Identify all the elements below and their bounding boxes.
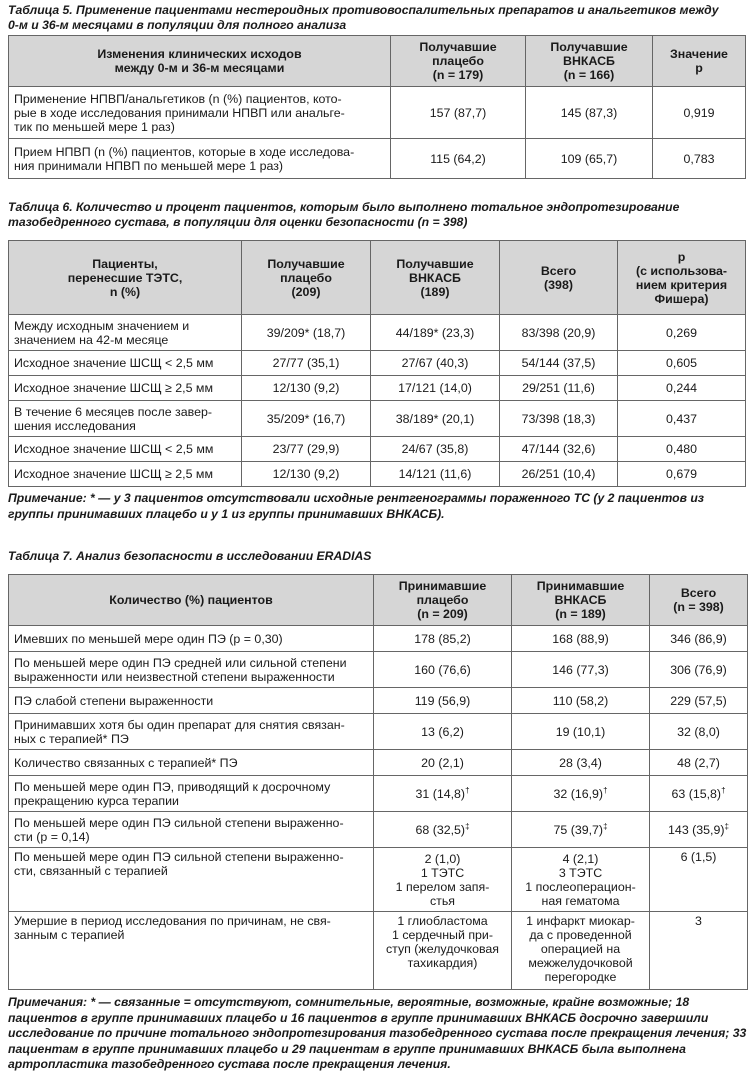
- table-cell: 24/67 (35,8): [371, 437, 500, 462]
- table-cell: 83/398 (20,9): [500, 315, 618, 351]
- table-cell: 14/121 (11,6): [371, 462, 500, 487]
- row-label: По меньшей мере один ПЭ, приводящий к досрочному прекращению курса терапии: [9, 776, 374, 812]
- table7: [8, 574, 748, 990]
- footnote-marker: ‡: [603, 821, 608, 831]
- table-cell: 0,605: [618, 351, 746, 376]
- table-row: [9, 652, 748, 688]
- table7-header-row: [9, 575, 748, 626]
- table-cell: 160 (76,6): [374, 652, 512, 688]
- table-cell: 306 (76,9): [650, 652, 748, 688]
- table-row: [9, 688, 748, 714]
- table-row: [9, 139, 746, 179]
- table-cell: 19 (10,1): [512, 714, 650, 750]
- footnote-marker: †: [721, 785, 726, 795]
- table-cell: 168 (88,9): [512, 626, 650, 652]
- note-text: * — у 3 пациентов отсутствовали исходные рентгенограммы пораженного ТС (у 2 пациентов из группы принимавших плацебо и у 1 из группы принимавших ВНКАСБ).: [8, 491, 704, 521]
- table-row: [9, 401, 746, 437]
- column-header: Всего (398): [500, 241, 618, 315]
- table5: [8, 35, 746, 179]
- table6-note: [8, 491, 748, 522]
- table-row: [9, 848, 748, 912]
- table-cell: 38/189* (20,1): [371, 401, 500, 437]
- row-label: Между исходным значением и значением на 42-м месяце: [9, 315, 242, 351]
- table-row: [9, 376, 746, 401]
- table-cell: 12/130 (9,2): [242, 462, 371, 487]
- note-text: * — связанные = отсутствуют, сомнительные, вероятные, возможные, крайне возможные; 18 пациентов в группе принимавших плацебо и 16 пациентов в группе принимавших ВНКАСБ досрочно завершили исследование по причине тотального эндопротезирования тазобедренного сустава после прекращения лечения; 33 пациентам в группе принимавших плацебо и 29 пациентам в группе принимавших ВНКАСБ была выполнена артропластика тазобедренного сустава после прекращения лечения.: [8, 995, 747, 1071]
- table-cell: 17/121 (14,0): [371, 376, 500, 401]
- column-header: Получавшие ВНКАСБ (189): [371, 241, 500, 315]
- column-header: Получавшие плацебо (n = 179): [391, 36, 526, 87]
- table-cell: 0,269: [618, 315, 746, 351]
- table-cell: 115 (64,2): [391, 139, 526, 179]
- table-cell: 143 (35,9)‡: [650, 812, 748, 848]
- row-label: Умершие в период исследования по причинам, не свя- занным с терапией: [9, 912, 374, 990]
- table-cell: 6 (1,5): [650, 848, 748, 912]
- column-header: Всего (n = 398): [650, 575, 748, 626]
- table-cell: 119 (56,9): [374, 688, 512, 714]
- table-row: [9, 912, 748, 990]
- table-cell: 29/251 (11,6): [500, 376, 618, 401]
- footnote-marker: ‡: [724, 821, 729, 831]
- table-cell: 178 (85,2): [374, 626, 512, 652]
- table-cell: 346 (86,9): [650, 626, 748, 652]
- column-header: Значение p: [653, 36, 746, 87]
- row-label: По меньшей мере один ПЭ сильной степени выраженно- сти, связанный с терапией: [9, 848, 374, 912]
- table-cell: 13 (6,2): [374, 714, 512, 750]
- table-cell: 31 (14,8)†: [374, 776, 512, 812]
- table-cell: 23/77 (29,9): [242, 437, 371, 462]
- table-cell: 35/209* (16,7): [242, 401, 371, 437]
- table-cell: 0,244: [618, 376, 746, 401]
- table5-caption: Таблица 5. Применение пациентами нестероидных противовоспалительных препаратов и анальгетиков между 0-м и 36-м месяцами в популяции для полного анализа: [8, 3, 719, 32]
- table-cell: 75 (39,7)‡: [512, 812, 650, 848]
- column-header: Получавшие ВНКАСБ (n = 166): [526, 36, 653, 87]
- table-cell: 73/398 (18,3): [500, 401, 618, 437]
- table-cell: 0,437: [618, 401, 746, 437]
- table-cell: 1 глиобластома 1 сердечный при- ступ (желудочковая тахикардия): [374, 912, 512, 990]
- table-cell: 27/77 (35,1): [242, 351, 371, 376]
- table-cell: 68 (32,5)‡: [374, 812, 512, 848]
- row-label: Исходное значение ШСЩ < 2,5 мм: [9, 437, 242, 462]
- table-cell: 0,783: [653, 139, 746, 179]
- table-cell: 229 (57,5): [650, 688, 748, 714]
- row-label: Исходное значение ШСЩ < 2,5 мм: [9, 351, 242, 376]
- table-row: [9, 776, 748, 812]
- table-cell: 1 инфаркт миокар- да с проведенной операцией на межжелудочковой перегородке: [512, 912, 650, 990]
- table-row: [9, 812, 748, 848]
- table6-header-row: [9, 241, 746, 315]
- table-cell: 32 (16,9)†: [512, 776, 650, 812]
- table-cell: 0,919: [653, 87, 746, 139]
- table6-caption: Таблица 6. Количество и процент пациентов, которым было выполнено тотальное эндопротезирование тазобедренного сустава, в популяции для оценки безопасности (n = 398): [8, 200, 680, 229]
- table-cell: 44/189* (23,3): [371, 315, 500, 351]
- row-label: ПЭ слабой степени выраженности: [9, 688, 374, 714]
- note-label: Примечания:: [8, 995, 88, 1009]
- table-row: [9, 626, 748, 652]
- column-header: Количество (%) пациентов: [9, 575, 374, 626]
- column-header: Получавшие плацебо (209): [242, 241, 371, 315]
- row-label: Имевших по меньшей мере один ПЭ (p = 0,30): [9, 626, 374, 652]
- table-cell: 4 (2,1) 3 ТЭТС 1 послеоперацион- ная гематома: [512, 848, 650, 912]
- table-cell: 157 (87,7): [391, 87, 526, 139]
- table-cell: 32 (8,0): [650, 714, 748, 750]
- table-cell: 27/67 (40,3): [371, 351, 500, 376]
- column-header: p (с использова- нием критерия Фишера): [618, 241, 746, 315]
- table-cell: 47/144 (32,6): [500, 437, 618, 462]
- table5-header-row: [9, 36, 746, 87]
- footnote-marker: †: [603, 785, 608, 795]
- table-cell: 0,480: [618, 437, 746, 462]
- row-label: Исходное значение ШСЩ ≥ 2,5 мм: [9, 462, 242, 487]
- footnote-marker: †: [465, 785, 470, 795]
- column-header: Принимавшие ВНКАСБ (n = 189): [512, 575, 650, 626]
- table-cell: 2 (1,0) 1 ТЭТС 1 перелом запя- стья: [374, 848, 512, 912]
- row-label: Прием НПВП (n (%) пациентов, которые в ходе исследова- ния принимали НПВП по меньшей мере 1 раз): [9, 139, 391, 179]
- table-cell: 145 (87,3): [526, 87, 653, 139]
- row-label: Применение НПВП/анальгетиков (n (%) пациентов, кото- рые в ходе исследования принимали НПВП или анальге- тик по меньшей мере 1 раз): [9, 87, 391, 139]
- row-label: Количество связанных с терапией* ПЭ: [9, 750, 374, 776]
- table-row: [9, 351, 746, 376]
- table-row: [9, 437, 746, 462]
- table-cell: 26/251 (10,4): [500, 462, 618, 487]
- table-cell: 20 (2,1): [374, 750, 512, 776]
- note-label: Примечание:: [8, 491, 87, 505]
- footnote-marker: ‡: [465, 821, 470, 831]
- table-cell: 39/209* (18,7): [242, 315, 371, 351]
- table-cell: 109 (65,7): [526, 139, 653, 179]
- table-cell: 110 (58,2): [512, 688, 650, 714]
- row-label: Исходное значение ШСЩ ≥ 2,5 мм: [9, 376, 242, 401]
- table-cell: 63 (15,8)†: [650, 776, 748, 812]
- table-cell: 28 (3,4): [512, 750, 650, 776]
- table-row: [9, 750, 748, 776]
- table7-note: [8, 995, 748, 1073]
- table7-caption: Таблица 7. Анализ безопасности в исследовании ERADIAS: [8, 549, 372, 563]
- table-row: [9, 462, 746, 487]
- table6: [8, 240, 746, 487]
- table-row: [9, 714, 748, 750]
- table-row: [9, 87, 746, 139]
- row-label: По меньшей мере один ПЭ сильной степени выраженно- сти (p = 0,14): [9, 812, 374, 848]
- table-cell: 3: [650, 912, 748, 990]
- column-header: Изменения клинических исходов между 0-м и 36-м месяцами: [9, 36, 391, 87]
- row-label: Принимавших хотя бы один препарат для снятия связан- ных с терапией* ПЭ: [9, 714, 374, 750]
- table-cell: 48 (2,7): [650, 750, 748, 776]
- table-cell: 146 (77,3): [512, 652, 650, 688]
- table-cell: 12/130 (9,2): [242, 376, 371, 401]
- table-cell: 0,679: [618, 462, 746, 487]
- column-header: Принимавшие плацебо (n = 209): [374, 575, 512, 626]
- table-cell: 54/144 (37,5): [500, 351, 618, 376]
- column-header: Пациенты, перенесшие ТЭТС, n (%): [9, 241, 242, 315]
- row-label: По меньшей мере один ПЭ средней или сильной степени выраженности или неизвестной степени выраженности: [9, 652, 374, 688]
- row-label: В течение 6 месяцев после завер- шения исследования: [9, 401, 242, 437]
- table-row: [9, 315, 746, 351]
